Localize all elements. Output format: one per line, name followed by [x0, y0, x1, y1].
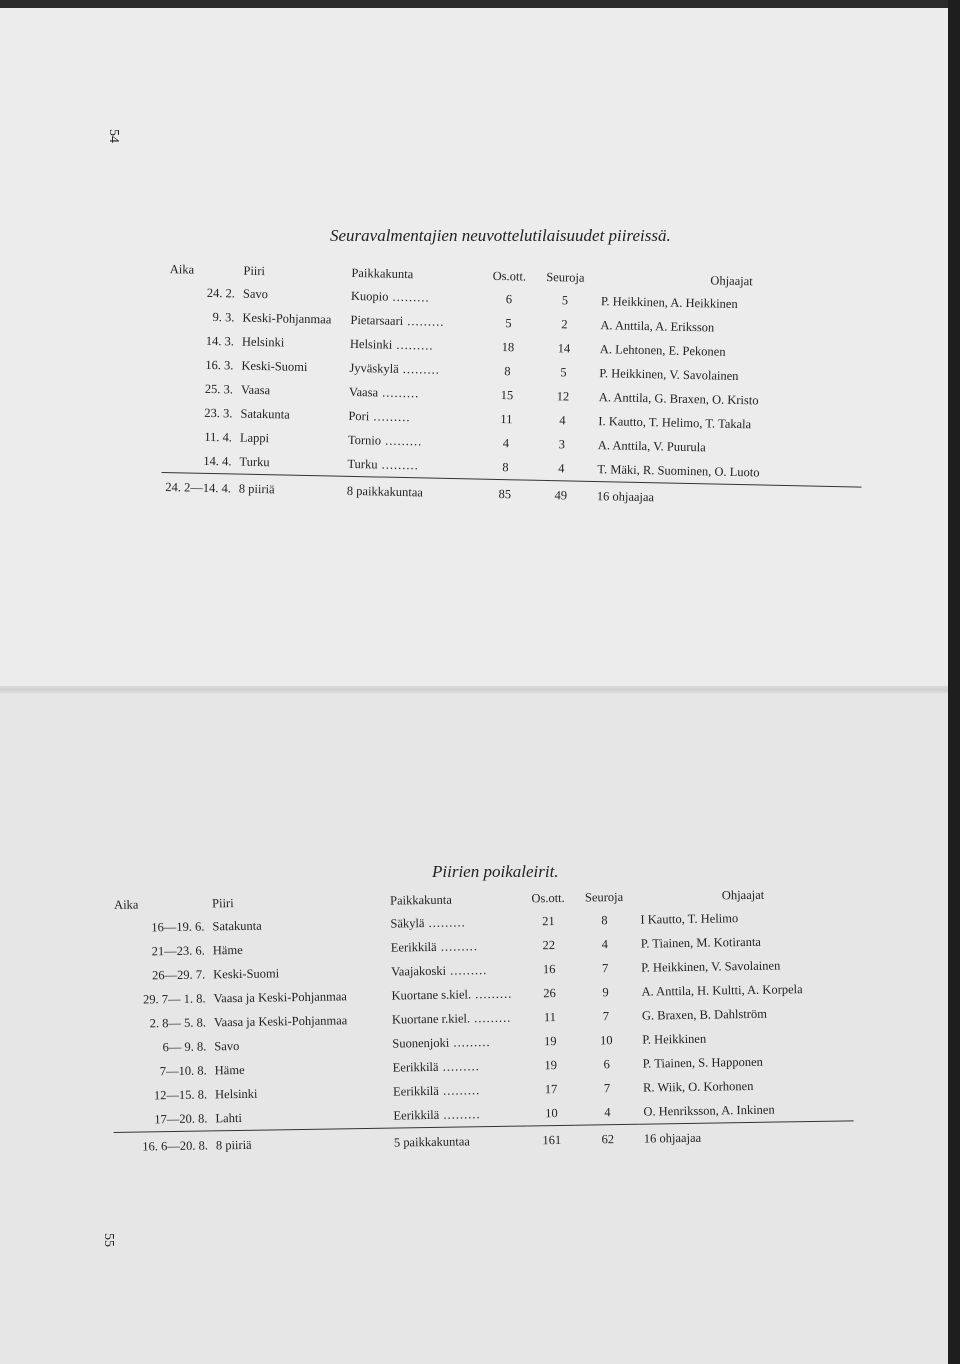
cell-aika: 14. 4.: [203, 453, 232, 468]
cell-osott: 22: [542, 937, 556, 952]
cell-seuroja: 3: [558, 436, 566, 451]
cell-piiri: Savo: [214, 1038, 240, 1053]
cell-paikkakunta: Suonenjoki .....: [388, 1029, 526, 1055]
header-aika: Aika: [169, 262, 195, 277]
cell-seuroja: 4: [601, 936, 609, 951]
cell-ohjaajat: G. Braxen, B. Dahlström: [641, 1006, 767, 1023]
cell-seuroja: 2: [561, 316, 568, 331]
cell-ohjaajat: A. Lehtonen, E. Pekonen: [599, 341, 726, 359]
header-osott: Os.ott.: [492, 268, 527, 284]
cell-osott: 18: [501, 339, 515, 354]
cell-aika: 17—20. 8.: [154, 1110, 208, 1126]
cell-ohjaajat: O. Henriksson, A. Inkinen: [643, 1102, 775, 1119]
cell-piiri: Satakunta: [212, 918, 262, 933]
header-aika: Aika: [113, 897, 139, 912]
cell-osott: 11: [500, 411, 513, 426]
cell-piiri: Keski-Suomi: [213, 965, 280, 981]
cell-osott: 5: [505, 315, 512, 330]
cell-paikkakunta: Eerikkilä .....: [389, 1101, 527, 1128]
cell-aika: 11. 4.: [204, 429, 233, 444]
cell-ohjaajat: P. Heikkinen, V. Savolainen: [641, 957, 781, 975]
header-paikkakunta: Paikkakunta: [351, 265, 414, 282]
header-ohjaajat: Ohjaajat: [721, 887, 765, 903]
cell-osott: 19: [544, 1057, 558, 1072]
cell-piiri: 8 piiriä: [235, 474, 344, 503]
cell-seuroja: 49: [529, 480, 594, 508]
cell-ohjaajat: I. Kautto, T. Helimo, T. Takala: [598, 413, 752, 431]
cell-seuroja: 4: [559, 412, 566, 427]
cell-paikkakunta: Pietarsaari .....: [346, 308, 484, 335]
cell-seuroja: 9: [602, 984, 609, 999]
cell-aika: 2. 8— 5. 8.: [149, 1015, 207, 1030]
cell-ohjaajat: T. Mäki, R. Suominen, O. Luoto: [597, 461, 760, 479]
upper-table-title: Seuravalmentajien neuvottelutilaisuudet piireissä.: [330, 226, 671, 245]
cell-paikkakunta: Vaajakoski .....: [387, 957, 525, 983]
cell-piiri: Turku: [239, 454, 270, 469]
cell-ohjaajat: P. Heikkinen, A. Heikkinen: [600, 293, 738, 311]
cell-piiri: Helsinki: [241, 334, 285, 349]
cell-ohjaajat: A. Anttila, H. Kultti, A. Korpela: [641, 981, 803, 999]
cell-osott: 8: [504, 363, 511, 378]
cell-aika: 7—10. 8.: [159, 1063, 207, 1078]
cell-paikkakunta: Eerikkilä .....: [389, 1053, 527, 1079]
cell-ohjaajat: A. Anttila, V. Puurula: [597, 437, 706, 454]
header-ohjaajat: Ohjaajat: [710, 273, 753, 289]
cell-paikkakunta: Turku .....: [343, 452, 481, 479]
book-cover-edge: [948, 0, 960, 1364]
cell-aika: 26—29. 7.: [151, 967, 206, 982]
cell-ohjaajat: A. Anttila, G. Braxen, O. Kristo: [598, 389, 759, 407]
cell-piiri: Häme: [212, 942, 243, 957]
header-seuroja: Seuroja: [546, 269, 585, 285]
cell-paikkakunta: Tornio .....: [344, 428, 482, 455]
cell-aika: 29. 7— 1. 8.: [142, 991, 206, 1006]
cell-osott: 8: [502, 459, 509, 474]
cell-paikkakunta: Pori .....: [344, 404, 482, 431]
cell-seuroja: 62: [576, 1124, 640, 1152]
cell-aika: 16. 6—20. 8.: [114, 1131, 212, 1159]
cell-paikkakunta: Jyväskylä .....: [345, 356, 483, 383]
cell-seuroja: 10: [599, 1032, 613, 1047]
cell-aika: 12—15. 8.: [153, 1087, 208, 1102]
cell-piiri: Häme: [214, 1062, 245, 1077]
lower-table-title: Piirien poikaleirit.: [432, 862, 559, 881]
book-spine: [0, 686, 948, 694]
header-paikkakunta: Paikkakunta: [389, 892, 452, 908]
cell-piiri: Helsinki: [214, 1086, 258, 1101]
cell-piiri: Satakunta: [240, 406, 290, 422]
cell-piiri: 8 piiriä: [212, 1128, 390, 1157]
cell-ohjaajat: A. Anttila, A. Eriksson: [600, 317, 715, 334]
page-number-bottom: 55: [101, 1233, 116, 1247]
cell-aika: 14. 3.: [205, 333, 235, 348]
cell-aika: 9. 3.: [212, 309, 235, 324]
cell-paikkakunta: Kuortane r.kiel. .....: [388, 1005, 526, 1031]
cell-ohjaajat: P. Heikkinen: [642, 1031, 707, 1047]
cell-osott: 161: [528, 1125, 576, 1152]
cell-aika: 23. 3.: [204, 405, 233, 420]
cell-paikkakunta: 8 paikkakuntaa: [343, 476, 482, 505]
cell-osott: 15: [500, 387, 514, 402]
cell-osott: 21: [542, 913, 555, 928]
header-piiri: Piiri: [243, 263, 266, 279]
cell-piiri: Keski-Pohjanmaa: [242, 310, 332, 326]
cell-paikkakunta: Eerikkilä .....: [387, 933, 525, 959]
cell-aika: 16. 3.: [205, 357, 234, 372]
cell-aika: 21—23. 6.: [151, 943, 205, 958]
cell-seuroja: 12: [556, 388, 570, 403]
cell-ohjaajat: 16 ohjaajaa: [640, 1121, 854, 1151]
cell-piiri: Keski-Suomi: [241, 358, 308, 374]
cell-piiri: Lahti: [215, 1110, 242, 1125]
cell-osott: 26: [543, 985, 556, 1000]
cell-osott: 19: [543, 1033, 557, 1048]
cell-ohjaajat: P. Tiainen, S. Happonen: [642, 1054, 763, 1071]
cell-osott: 4: [502, 435, 510, 450]
cell-ohjaajat: P. Tiainen, M. Kotiranta: [640, 934, 762, 951]
page-number-top: 54: [106, 129, 121, 143]
cell-paikkakunta: Kuortane s.kiel. .....: [387, 981, 525, 1007]
upper-table: [161, 262, 866, 514]
cell-seuroja: 5: [560, 364, 567, 379]
cell-aika: 16—19. 6.: [151, 919, 205, 934]
cell-ohjaajat: 16 ohjaajaa: [593, 481, 862, 513]
cell-osott: 16: [542, 961, 556, 976]
cell-paikkakunta: Vaasa .....: [345, 380, 483, 407]
cell-seuroja: 7: [602, 1008, 610, 1023]
cell-seuroja: 7: [601, 960, 609, 975]
cell-seuroja: 5: [561, 292, 569, 307]
cell-piiri: Vaasa ja Keski-Pohjanmaa: [213, 988, 347, 1005]
cell-paikkakunta: Säkylä .....: [386, 909, 524, 935]
cell-ohjaajat: P. Heikkinen, V. Savolainen: [599, 365, 739, 383]
cell-aika: 24. 2.: [206, 285, 236, 300]
cell-osott: 10: [545, 1105, 558, 1120]
cell-ohjaajat: I Kautto, T. Helimo: [640, 910, 739, 927]
cell-seuroja: 7: [603, 1080, 611, 1095]
cell-seuroja: 6: [603, 1056, 610, 1071]
cell-aika: 6— 9. 8.: [162, 1039, 207, 1054]
cell-piiri: Savo: [242, 286, 269, 301]
cell-seuroja: 8: [601, 912, 608, 927]
cell-ohjaajat: R. Wiik, O. Korhonen: [642, 1078, 754, 1095]
lower-table: [110, 886, 854, 1159]
cell-paikkakunta: Eerikkilä .....: [389, 1077, 527, 1103]
header-seuroja: Seuroja: [584, 889, 624, 905]
cell-piiri: Vaasa: [240, 382, 271, 397]
header-piiri: Piiri: [211, 896, 234, 911]
cell-piiri: Lappi: [239, 430, 270, 445]
cell-piiri: Vaasa ja Keski-Pohjanmaa: [213, 1012, 348, 1029]
cell-aika: 25. 3.: [204, 381, 234, 396]
cell-paikkakunta: Helsinki .....: [346, 332, 484, 359]
cell-osott: 17: [544, 1081, 558, 1096]
cell-paikkakunta: 5 paikkakuntaa: [390, 1126, 528, 1155]
cell-seuroja: 14: [557, 340, 571, 355]
cell-paikkakunta: Kuopio .....: [347, 284, 485, 311]
cell-osott: 11: [543, 1009, 557, 1024]
cell-osott: 85: [481, 479, 530, 506]
cell-aika: 24. 2—14. 4.: [161, 472, 235, 500]
header-osott: Os.ott.: [531, 890, 565, 906]
cell-seuroja: 4: [604, 1104, 611, 1119]
cell-seuroja: 4: [558, 460, 565, 475]
cell-osott: 6: [505, 291, 513, 306]
